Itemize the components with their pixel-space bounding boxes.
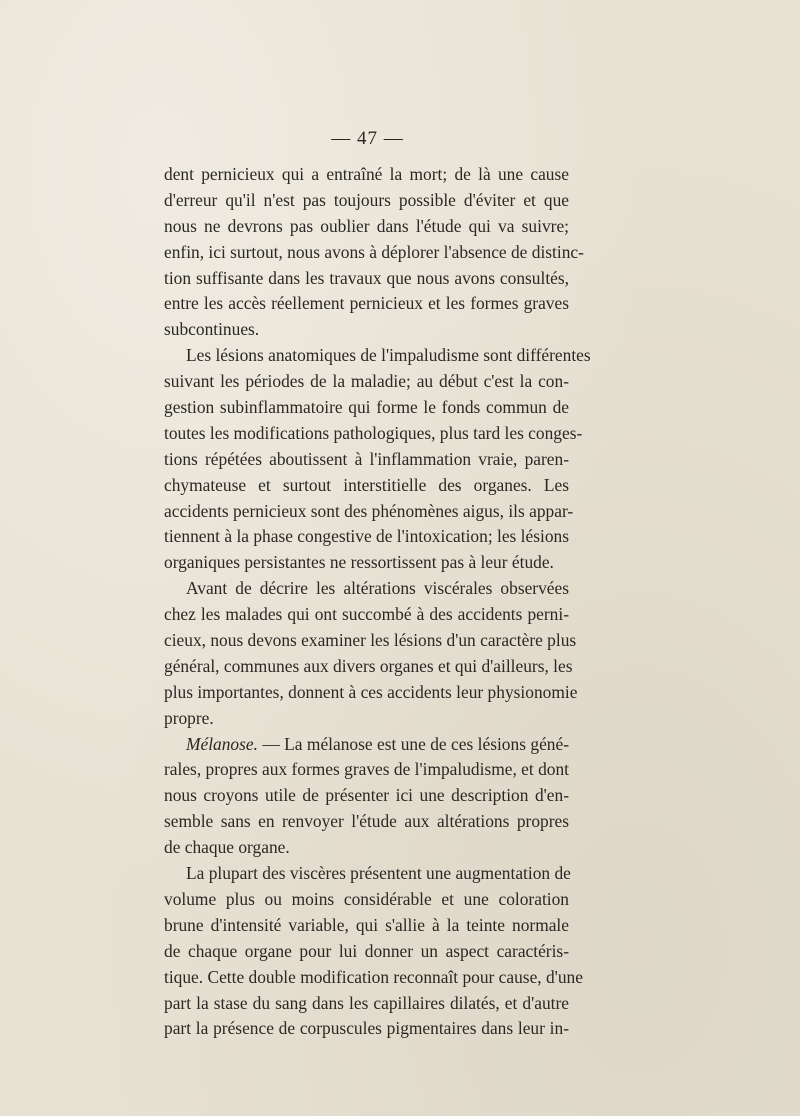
text-line: plus importantes, donnent à ces accidents leur physionomie: [164, 681, 578, 702]
text-line: chez les malades qui ont succombé à des accidents perni-: [164, 604, 569, 625]
text-line: part la stase du sang dans les capillaires dilatés, et d'autre: [164, 992, 569, 1013]
text-line: enfin, ici surtout, nous avons à déplorer l'absence de distinc-: [164, 241, 584, 262]
text-line: tion suffisante dans les travaux que nous avons consultés,: [164, 267, 569, 288]
text-line: de chaque organe.: [164, 837, 290, 858]
text-line: nous ne devrons pas oublier dans l'étude qui va suivre;: [164, 215, 569, 236]
text-line: [164, 732, 569, 758]
text-line: gestion subinflammatoire qui forme le fonds commun de: [164, 397, 569, 418]
text-line: de chaque organe pour lui donner un aspect caractéris-: [164, 940, 569, 961]
text-line-content: — La mélanose est une de ces lésions géné-: [257, 733, 569, 754]
text-line-content: Les lésions anatomiques de l'impaludisme sont différentes: [186, 345, 591, 366]
text-line: dent pernicieux qui a entraîné la mort; de là une cause: [164, 164, 569, 184]
text-line: suivant les périodes de la maladie; au début c'est la con-: [164, 371, 569, 392]
page-number: — 47 —: [331, 128, 404, 149]
text-line: organiques persistantes ne ressortissent pas à leur étude.: [164, 552, 554, 573]
text-line: [164, 343, 591, 369]
text-line: rales, propres aux formes graves de l'impaludisme, et dont: [164, 759, 569, 780]
text-line: tiennent à la phase congestive de l'intoxication; les lésions: [164, 526, 569, 547]
paragraph-4: [164, 732, 569, 861]
paragraph-1: [164, 162, 584, 343]
text-line: semble sans en renvoyer l'étude aux altérations propres: [164, 811, 569, 832]
text-line: cieux, nous devons examiner les lésions d'un caractère plus: [164, 630, 577, 651]
text-line: chymateuse et surtout interstitielle des organes. Les: [164, 474, 569, 495]
text-line: tions répétées aboutissent à l'inflammation vraie, paren-: [164, 448, 569, 469]
text-line: propre.: [164, 707, 214, 728]
text-line: d'erreur qu'il n'est pas toujours possible d'éviter et que: [164, 189, 569, 210]
paragraph-5: [164, 861, 583, 1042]
text-line: accidents pernicieux sont des phénomènes aigus, ils appar-: [164, 500, 574, 521]
text-line: toutes les modifications pathologiques, plus tard les conges-: [164, 422, 583, 443]
text-line: entre les accès réellement pernicieux et les formes graves: [164, 293, 569, 314]
text-line: [164, 576, 569, 602]
text-line: nous croyons utile de présenter ici une description d'en-: [164, 785, 569, 806]
text-line: subcontinues.: [164, 319, 260, 340]
text-line: brune d'intensité variable, qui s'allie à la teinte normale: [164, 914, 569, 935]
text-line: part la présence de corpuscules pigmentaires dans leur in-: [164, 1018, 569, 1039]
text-line: général, communes aux divers organes et qui d'ailleurs, les: [164, 655, 573, 676]
paragraph-2: [164, 343, 591, 576]
text-line-content: La plupart des viscères présentent une augmentation de: [186, 863, 571, 884]
section-lead: Mélanose.: [186, 733, 258, 754]
text-line: [164, 861, 569, 887]
text-line: volume plus ou moins considérable et une coloration: [164, 888, 569, 909]
text-line-content: Avant de décrire les altérations viscérales observées: [186, 578, 569, 599]
body-text: [164, 162, 591, 1042]
paragraph-3: [164, 576, 578, 731]
text-line: tique. Cette double modification reconnaît pour cause, d'une: [164, 966, 583, 987]
